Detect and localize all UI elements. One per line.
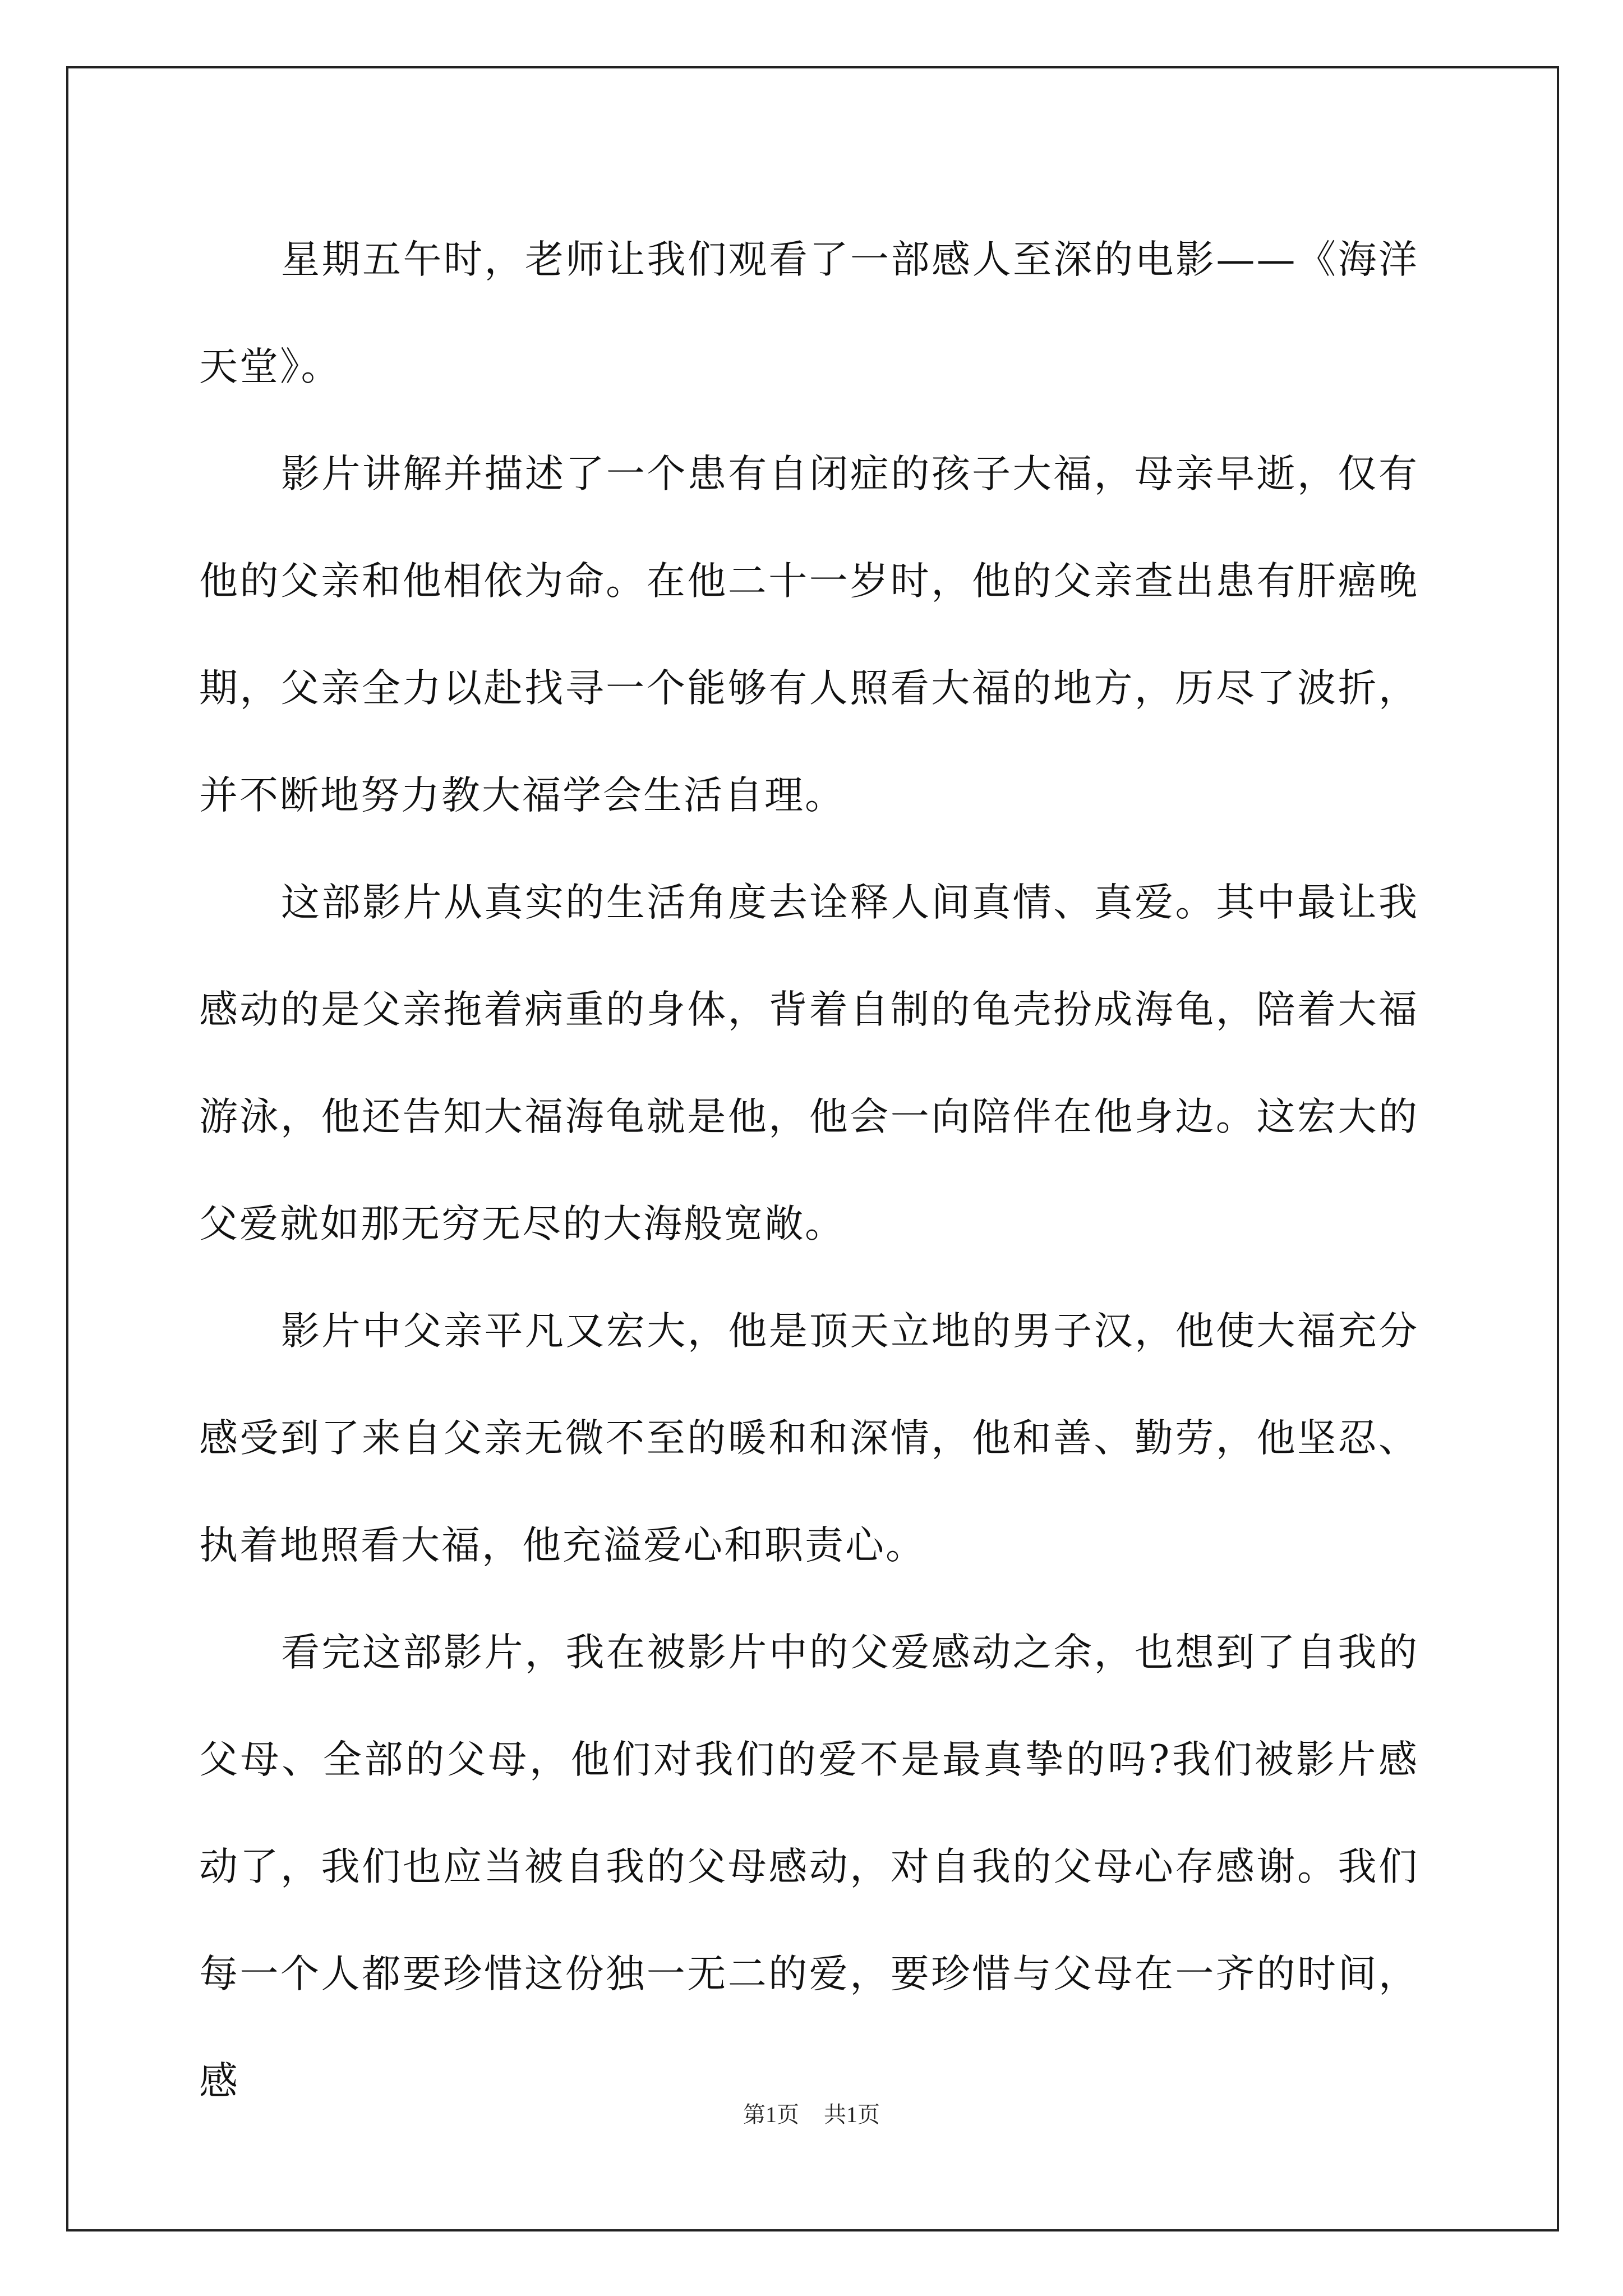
paragraph: 影片中父亲平凡又宏大，他是顶天立地的男子汉，他使大福充分感受到了来自父亲无微不至的暖和和深情，他和善、勤劳，他坚忍、执着地照看大福，他充溢爱心和职责心。 xyxy=(199,1309,1419,1568)
page-number-current: 第1页 xyxy=(743,2102,799,2127)
document-body xyxy=(199,206,1419,2135)
paragraph: 看完这部影片，我在被影片中的父爱感动之余，也想到了自我的父母、全部的父母，他们对我们的爱不是最真挚的吗?我们被影片感动了，我们也应当被自我的父母感动，对自我的父母心存感谢。我们每一个人都要珍惜这份独一无二的爱，要珍惜与父母在一齐的时间，感 xyxy=(199,1630,1419,2104)
paragraph: 星期五午时，老师让我们观看了一部感人至深的电影——《海洋天堂》。 xyxy=(199,237,1419,389)
page-number-total: 共1页 xyxy=(824,2102,880,2127)
paragraph: 影片讲解并描述了一个患有自闭症的孩子大福，母亲早逝，仅有他的父亲和他相依为命。在他二十一岁时，他的父亲查出患有肝癌晚期，父亲全力以赴找寻一个能够有人照看大福的地方，历尽了波折，并不断地努力教大福学会生活自理。 xyxy=(199,452,1419,818)
paragraph: 这部影片从真实的生活角度去诠释人间真情、真爱。其中最让我感动的是父亲拖着病重的身体，背着自制的龟壳扮成海龟，陪着大福游泳，他还告知大福海龟就是他，他会一向陪伴在他身边。这宏大的父爱就如那无穷无尽的大海般宽敞。 xyxy=(199,880,1419,1246)
page-footer xyxy=(0,2097,1623,2129)
